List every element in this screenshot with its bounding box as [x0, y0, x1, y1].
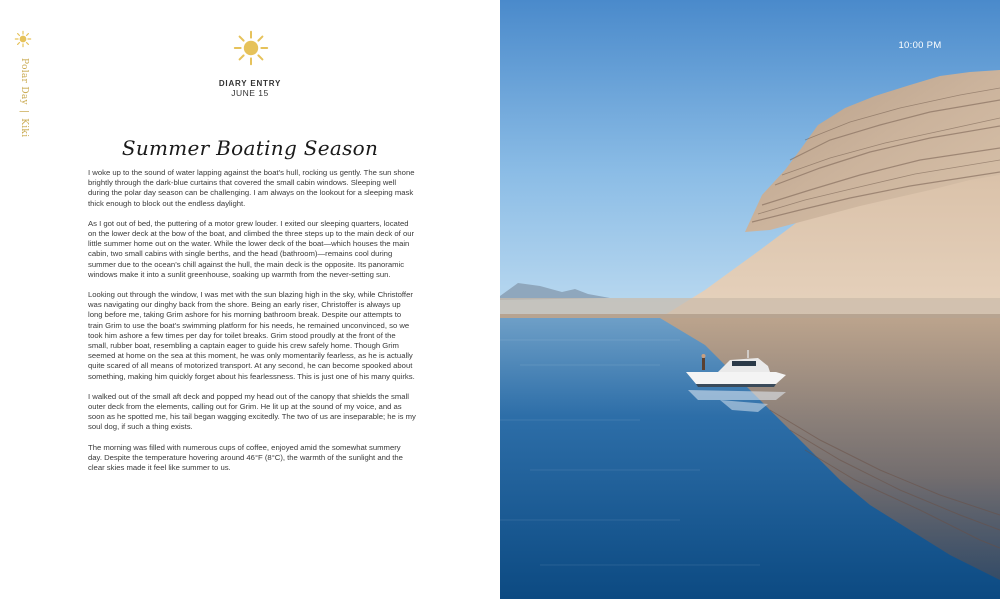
paragraph: As I got out of bed, the puttering of a motor grew louder. I exited our sleeping quarters, located on the lower deck at the bow of the boat, and climbed the three steps up to the main deck of our little summer home out on the water. While the lower deck of the boat—which houses the main cabin, two small cabins with single berths, and the head (bathroom)—remains cool during summer due to the ocean’s chill against the hull, the main deck is the opposite. Its panoramic windows make it into a sunlit greenhouse, soaking up warmth from the never-setting sun. — [88, 218, 415, 279]
paragraph: Looking out through the window, I was met with the sun blazing high in the sky, while Christoffer was navigating our dinghy back from the shore. Being an early riser, Christoffer is always up long before me, taking Grim ashore for his morning bathroom break. Despite our attempts to train Grim to use the boat’s swimming platform for his needs, he remained unconvinced, so we took him ashore a few times per day for toilet breaks. Grim stood proudly at the front of the small, rubber boat, resembling a captain eager to guide his crew safely home. Though Grim seemed at home on the sea at this moment, he was only momentarily fearless, as he is actually quite scared of all means of motorized transport. At any second, he can become spooked about something, making him quickly forget about his fearlessness. This is just one of his many quirks. — [88, 290, 415, 381]
side-rail — [12, 30, 34, 150]
sun-icon — [14, 30, 32, 48]
person-name: Kiki — [19, 118, 29, 138]
entry-date: JUNE 15 — [231, 88, 269, 98]
entry-label: DIARY ENTRY — [218, 79, 282, 88]
fjord-photo — [500, 0, 1000, 599]
section-name: Polar Day — [19, 58, 29, 105]
running-header — [19, 58, 29, 137]
sun-icon — [233, 30, 269, 66]
paragraph: I woke up to the sound of water lapping against the boat’s hull, rocking us gently. The sun shone brightly through the dark-blue curtains that covered the small cabin windows. Sleeping well during the polar day season can be challenging. I am always on the lookout for a sleeping mask thick enough to block out the endless daylight. — [88, 168, 415, 208]
photo-illustration — [500, 0, 1000, 599]
time-stamp: 10:00 PM — [898, 40, 942, 51]
page-title: Summer Boating Season — [121, 136, 379, 160]
paragraph: The morning was filled with numerous cups of coffee, enjoyed amid the somewhat summery day. Despite the temperature hovering around 46°F (8°C), the warmth of the sunlight and the clear skies made it feel like summer to us. — [88, 442, 403, 473]
paragraph: I walked out of the small aft deck and popped my head out of the canopy that shields the small outer deck from the elements, calling out for Grim. He lit up at the sound of my voice, and as soon as he spotted me, his tail began wagging excitedly. The two of us are inseparable; he is my soul dog, if such a thing exists. — [88, 391, 416, 432]
separator: | — [19, 109, 29, 114]
body-text — [88, 168, 416, 483]
